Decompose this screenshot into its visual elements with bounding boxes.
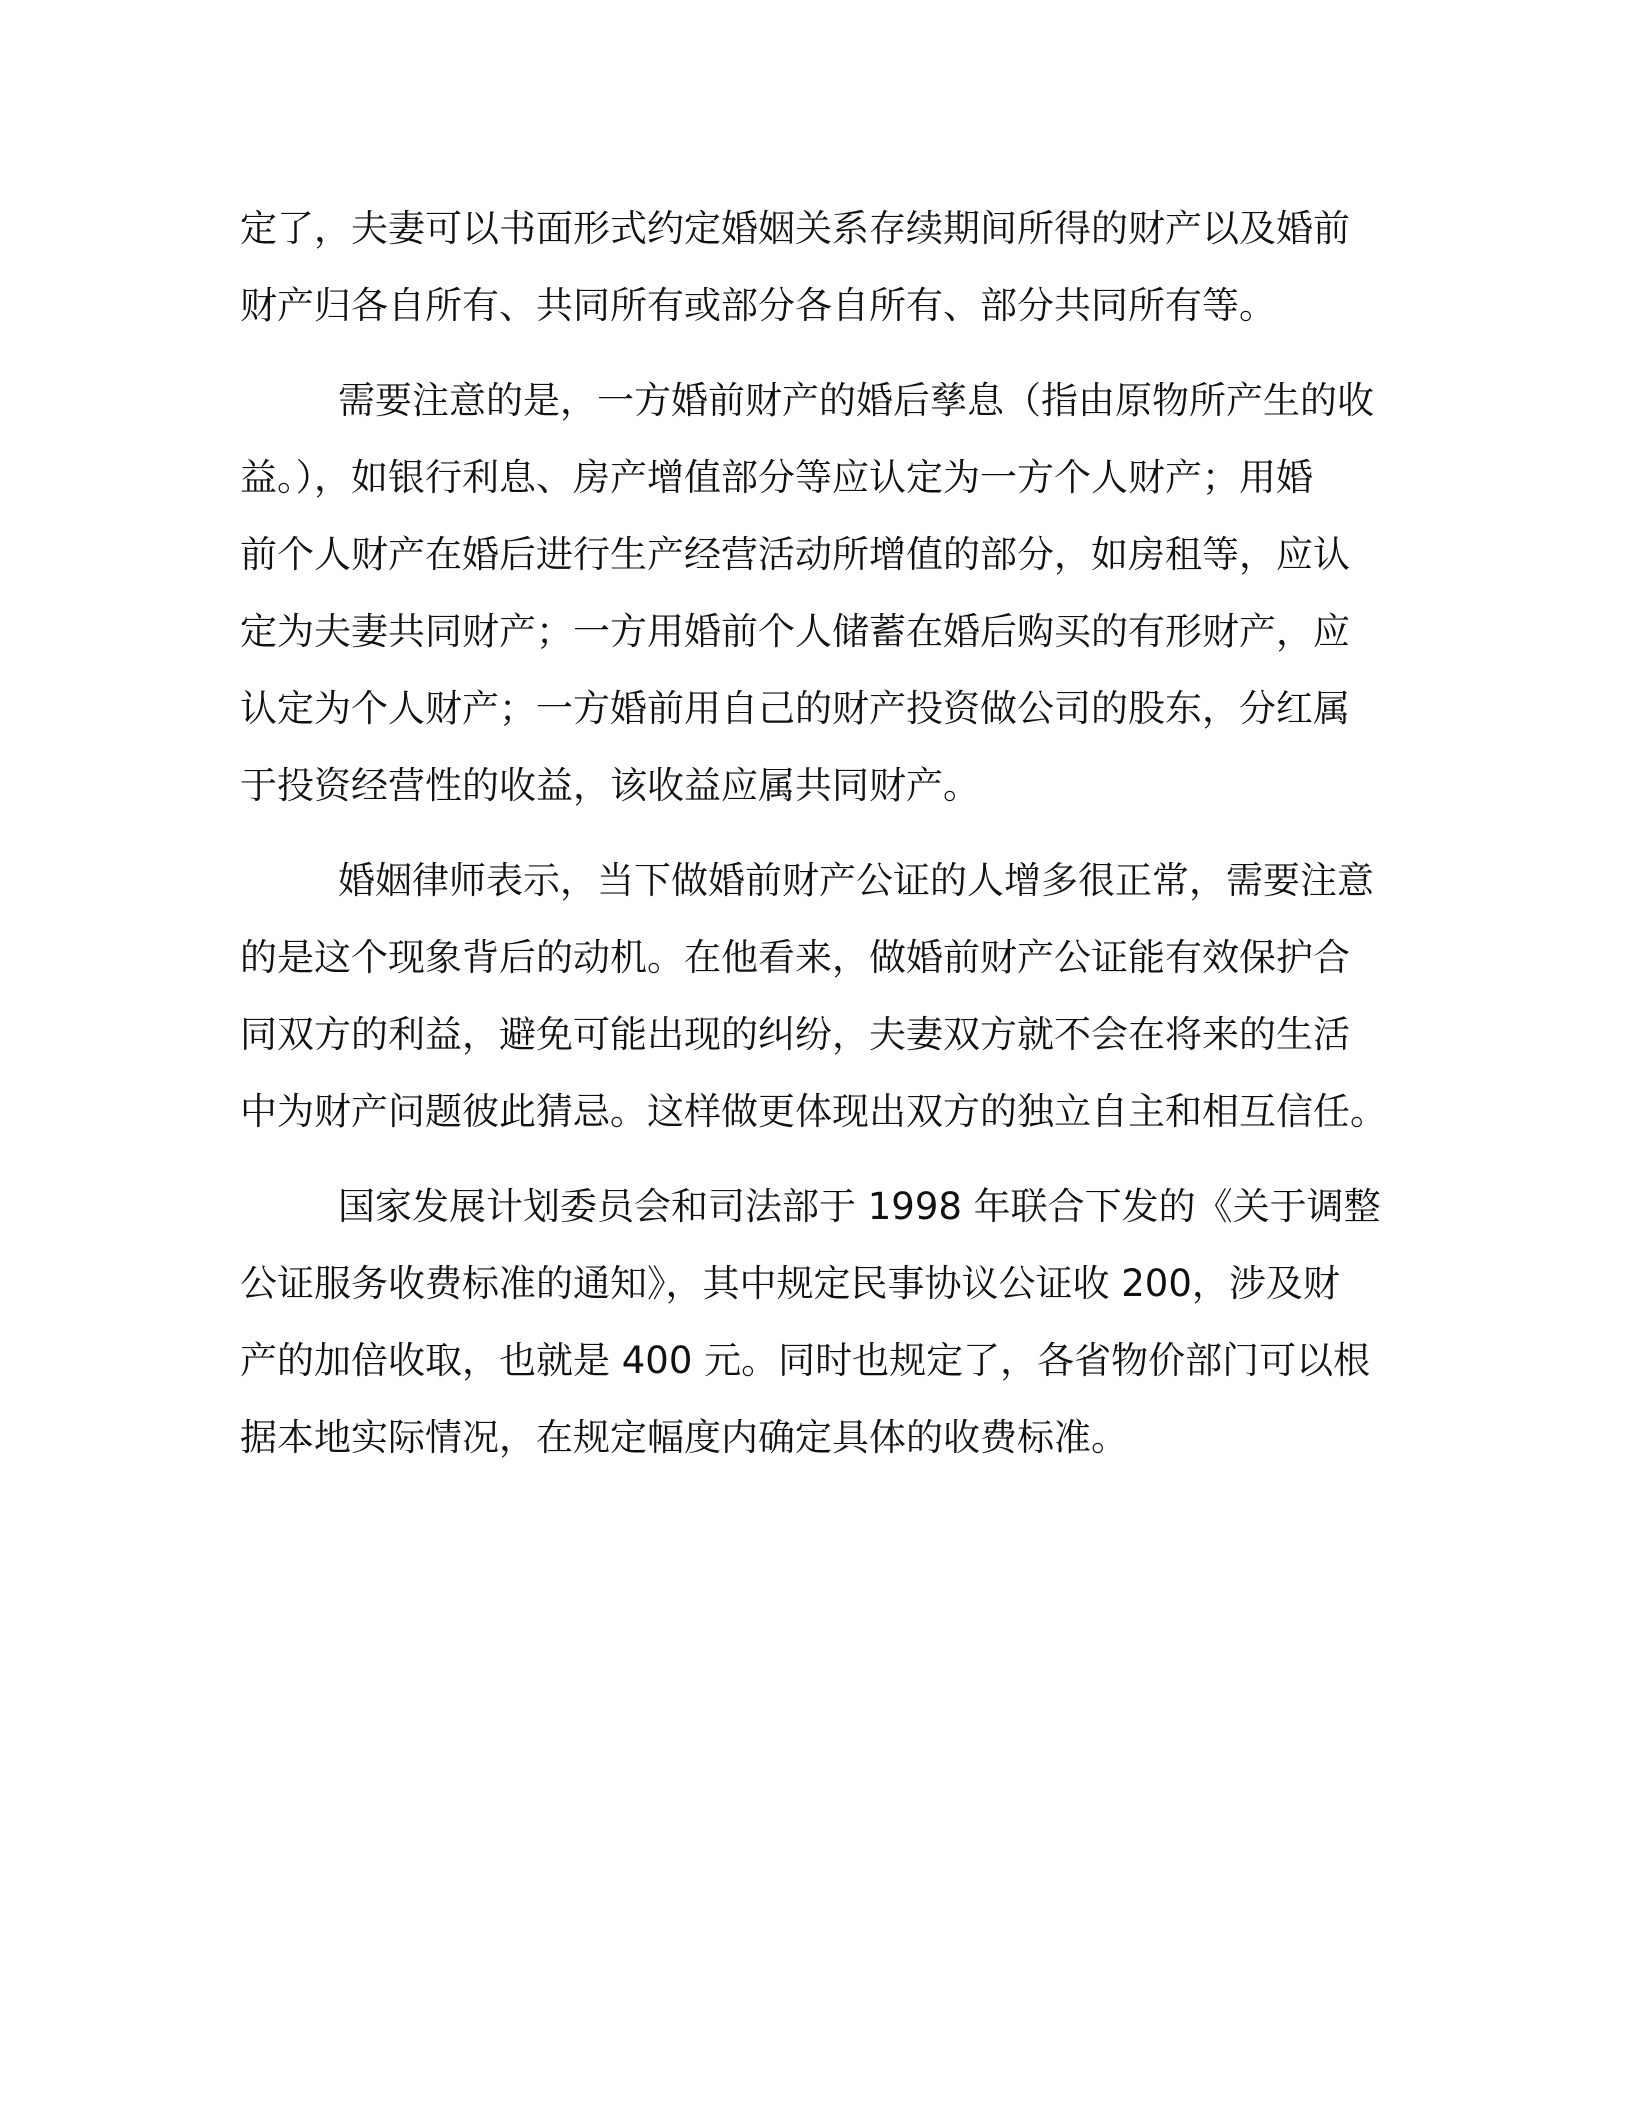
paragraph-line: 于投资经营性的收益，该收益应属共同财产。	[240, 764, 980, 807]
document-body	[240, 190, 1390, 1476]
paragraph-line: 益。），如银行利息、房产增值部分等应认定为一方个人财产；用婚	[240, 456, 1313, 499]
paragraph-line: 定为夫妻共同财产；一方用婚前个人储蓄在婚后购买的有形财产，应	[240, 610, 1350, 653]
paragraph-line: 财产归各自所有、共同所有或部分各自所有、部分共同所有等。	[240, 284, 1276, 327]
paragraph-line: 同双方的利益，避免可能出现的纠纷，夫妻双方就不会在将来的生活	[240, 1013, 1350, 1056]
paragraph-4	[240, 1168, 1390, 1476]
paragraph-line: 需要注意的是，一方婚前财产的婚后孳息（指由原物所产生的收	[338, 379, 1374, 422]
paragraph-line: 定了，夫妻可以书面形式约定婚姻关系存续期间所得的财产以及婚前	[240, 207, 1350, 250]
paragraph-spacer	[240, 824, 1390, 842]
paragraph-line: 据本地实际情况，在规定幅度内确定具体的收费标准。	[240, 1416, 1128, 1459]
paragraph-line: 国家发展计划委员会和司法部于 1998 年联合下发的《关于调整	[338, 1185, 1381, 1228]
paragraph-line: 的是这个现象背后的动机。在他看来，做婚前财产公证能有效保护合	[240, 936, 1350, 979]
paragraph-spacer	[240, 1150, 1390, 1168]
paragraph-line: 产的加倍收取，也就是 400 元。同时也规定了，各省物价部门可以根	[240, 1339, 1371, 1382]
paragraph-line: 中为财产问题彼此猜忌。这样做更体现出双方的独立自主和相互信任。	[240, 1090, 1387, 1133]
paragraph-line: 认定为个人财产；一方婚前用自己的财产投资做公司的股东，分红属	[240, 687, 1350, 730]
paragraph-2	[240, 362, 1390, 824]
paragraph-line: 公证服务收费标准的通知》，其中规定民事协议公证收 200，涉及财	[240, 1262, 1340, 1305]
paragraph-spacer	[240, 344, 1390, 362]
paragraph-line: 婚姻律师表示，当下做婚前财产公证的人增多很正常，需要注意	[338, 859, 1374, 902]
paragraph-1	[240, 190, 1390, 344]
paragraph-line: 前个人财产在婚后进行生产经营活动所增值的部分，如房租等，应认	[240, 533, 1350, 576]
paragraph-3	[240, 842, 1390, 1150]
